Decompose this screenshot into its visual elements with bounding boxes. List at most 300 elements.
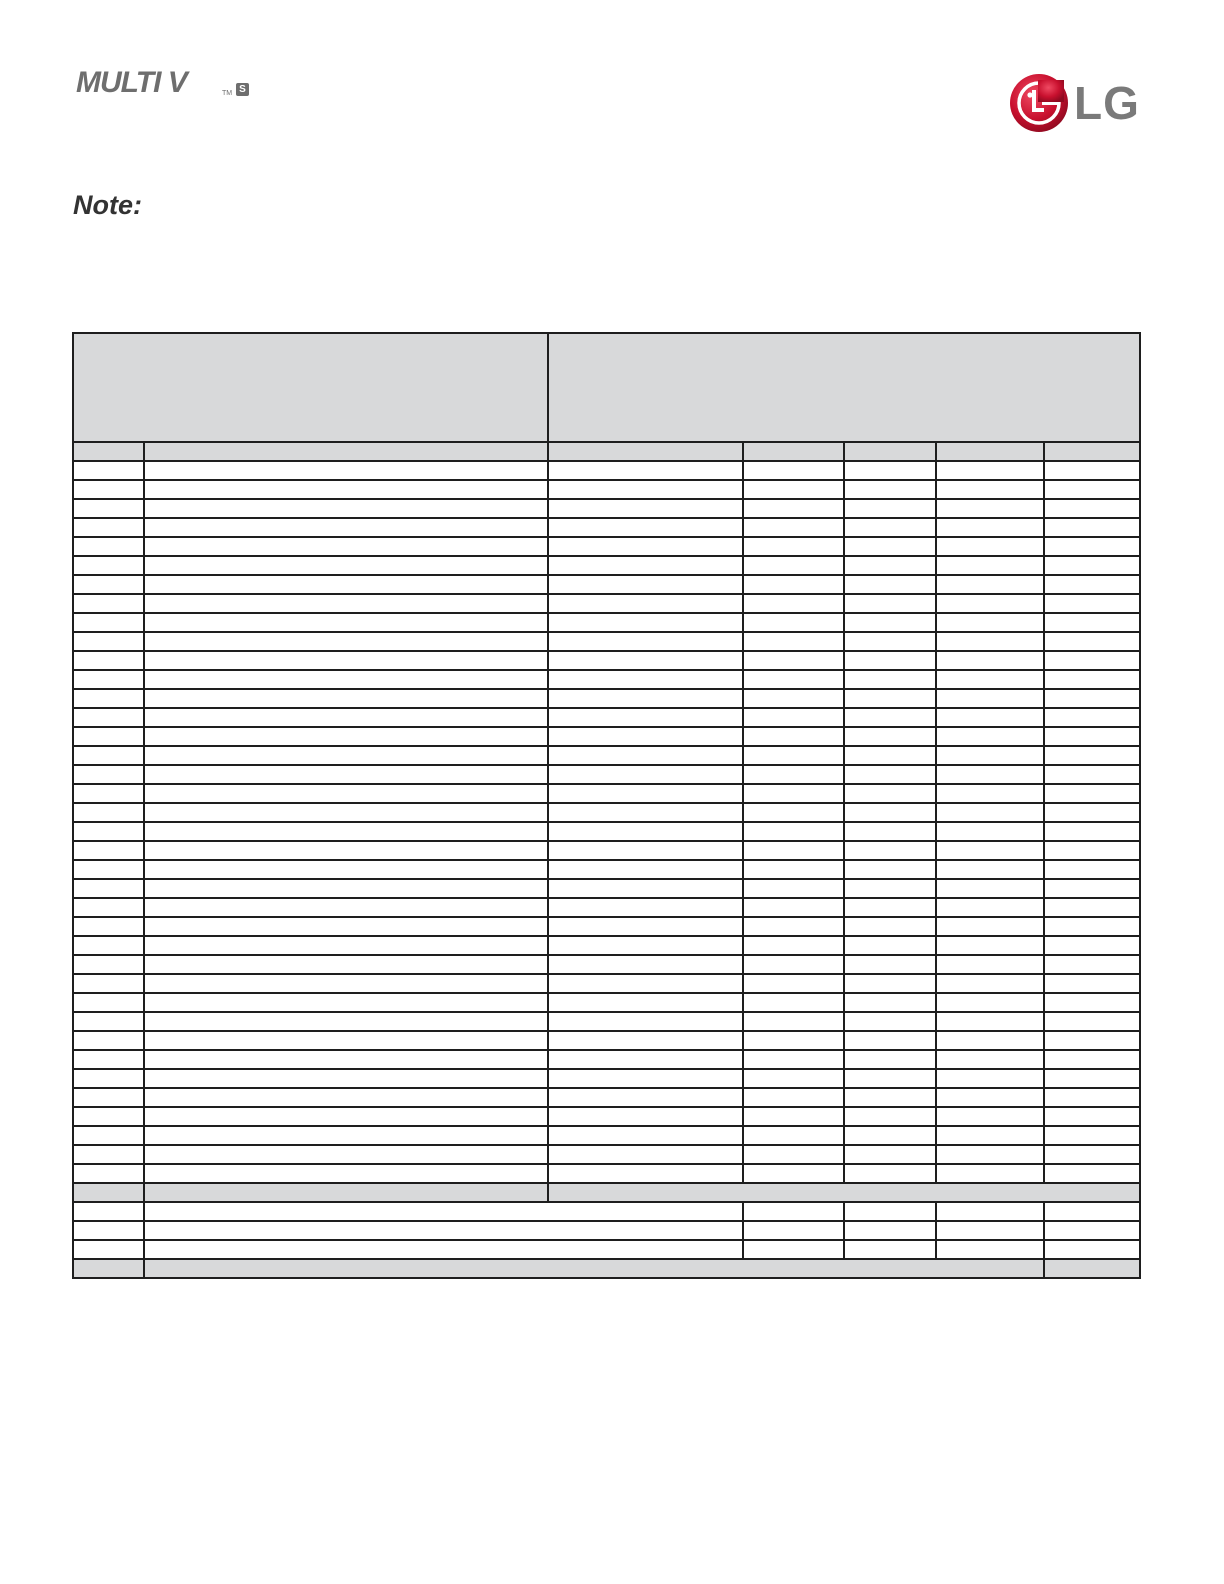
table-cell[interactable] <box>844 1221 936 1240</box>
table-cell[interactable] <box>1044 803 1140 822</box>
table-cell[interactable] <box>743 1050 844 1069</box>
table-cell[interactable] <box>936 537 1044 556</box>
table-cell[interactable] <box>936 689 1044 708</box>
table-cell[interactable] <box>844 480 936 499</box>
table-cell[interactable] <box>1044 556 1140 575</box>
table-cell[interactable] <box>844 784 936 803</box>
table-cell[interactable] <box>1044 632 1140 651</box>
table-cell[interactable] <box>73 461 144 480</box>
table-cell[interactable] <box>1044 1202 1140 1221</box>
table-cell[interactable] <box>144 1126 548 1145</box>
table-cell[interactable] <box>844 955 936 974</box>
table-cell[interactable] <box>1044 1088 1140 1107</box>
table-cell[interactable] <box>548 860 743 879</box>
table-cell[interactable] <box>1044 822 1140 841</box>
table-cell[interactable] <box>936 1164 1044 1183</box>
table-cell[interactable] <box>844 594 936 613</box>
table-cell[interactable] <box>743 1164 844 1183</box>
table-row <box>73 746 1140 765</box>
table-cell[interactable] <box>144 822 548 841</box>
table-cell[interactable] <box>1044 499 1140 518</box>
table-cell[interactable] <box>743 860 844 879</box>
table-cell[interactable] <box>743 746 844 765</box>
table-cell[interactable] <box>144 1221 743 1240</box>
table-cell[interactable] <box>144 936 548 955</box>
table-cell[interactable] <box>144 1088 548 1107</box>
table-cell[interactable] <box>1044 670 1140 689</box>
table-cell[interactable] <box>548 613 743 632</box>
table-cell[interactable] <box>73 689 144 708</box>
table-cell[interactable] <box>936 461 1044 480</box>
table-cell[interactable] <box>844 765 936 784</box>
table-cell[interactable] <box>936 879 1044 898</box>
table-cell[interactable] <box>548 1031 743 1050</box>
table-row <box>73 879 1140 898</box>
table-cell[interactable] <box>144 518 548 537</box>
table-cell[interactable] <box>1044 784 1140 803</box>
table-cell[interactable] <box>743 1107 844 1126</box>
table-cell[interactable] <box>844 689 936 708</box>
table-cell[interactable] <box>73 974 144 993</box>
table-cell[interactable] <box>936 1050 1044 1069</box>
table-cell[interactable] <box>844 1202 936 1221</box>
table-cell[interactable] <box>73 727 144 746</box>
table-cell[interactable] <box>73 1069 144 1088</box>
table-cell[interactable] <box>548 841 743 860</box>
table-cell[interactable] <box>144 803 548 822</box>
table-cell[interactable] <box>144 632 548 651</box>
table-cell[interactable] <box>73 632 144 651</box>
table-cell[interactable] <box>144 955 548 974</box>
table-cell[interactable] <box>743 936 844 955</box>
table-cell[interactable] <box>743 803 844 822</box>
table-cell[interactable] <box>144 575 548 594</box>
table-cell[interactable] <box>144 556 548 575</box>
table-cell[interactable] <box>844 993 936 1012</box>
table-cell[interactable] <box>844 879 936 898</box>
table-cell[interactable] <box>548 993 743 1012</box>
table-cell[interactable] <box>844 917 936 936</box>
table-cell[interactable] <box>743 898 844 917</box>
table-cell[interactable] <box>743 556 844 575</box>
table-cell[interactable] <box>144 898 548 917</box>
table-cell[interactable] <box>73 1088 144 1107</box>
table-cell[interactable] <box>743 1031 844 1050</box>
table-cell[interactable] <box>844 841 936 860</box>
table-cell[interactable] <box>743 955 844 974</box>
table-cell[interactable] <box>73 537 144 556</box>
table-cell[interactable] <box>936 499 1044 518</box>
table-cell[interactable] <box>548 917 743 936</box>
table-cell[interactable] <box>73 1259 144 1278</box>
table-cell[interactable] <box>743 670 844 689</box>
table-cell[interactable] <box>548 974 743 993</box>
table-cell[interactable] <box>936 632 1044 651</box>
table-cell[interactable] <box>548 708 743 727</box>
table-cell[interactable] <box>1044 955 1140 974</box>
table-cell[interactable] <box>548 1012 743 1031</box>
table-cell[interactable] <box>1044 1259 1140 1278</box>
table-cell[interactable] <box>73 822 144 841</box>
subtotal-row <box>73 1202 1140 1221</box>
table-cell[interactable] <box>144 651 548 670</box>
table-cell[interactable] <box>936 784 1044 803</box>
table-cell[interactable] <box>73 1145 144 1164</box>
table-cell[interactable] <box>844 632 936 651</box>
table-cell[interactable] <box>73 1031 144 1050</box>
table-cell[interactable] <box>743 1240 844 1259</box>
table-cell[interactable] <box>1044 518 1140 537</box>
table-cell[interactable] <box>1044 1221 1140 1240</box>
table-cell[interactable] <box>936 803 1044 822</box>
table-cell[interactable] <box>144 1031 548 1050</box>
table-cell[interactable] <box>1044 1012 1140 1031</box>
table-cell[interactable] <box>936 651 1044 670</box>
table-cell[interactable] <box>844 898 936 917</box>
table-cell[interactable] <box>936 765 1044 784</box>
table-cell[interactable] <box>936 860 1044 879</box>
table-cell[interactable] <box>1044 461 1140 480</box>
table-cell[interactable] <box>73 765 144 784</box>
table-cell[interactable] <box>844 613 936 632</box>
table-cell[interactable] <box>844 556 936 575</box>
table-cell[interactable] <box>73 708 144 727</box>
table-cell[interactable] <box>144 1107 548 1126</box>
table-cell[interactable] <box>1044 651 1140 670</box>
table-cell[interactable] <box>144 765 548 784</box>
table-cell[interactable] <box>844 575 936 594</box>
table-cell[interactable] <box>548 537 743 556</box>
table-cell[interactable] <box>743 765 844 784</box>
table-cell[interactable] <box>1044 860 1140 879</box>
table-cell[interactable] <box>936 898 1044 917</box>
lg-face-icon <box>1008 72 1070 134</box>
table-cell[interactable] <box>1044 841 1140 860</box>
table-cell[interactable] <box>936 746 1044 765</box>
table-row <box>73 784 1140 803</box>
table-cell[interactable] <box>73 955 144 974</box>
table-cell[interactable] <box>73 993 144 1012</box>
table-cell[interactable] <box>844 651 936 670</box>
table-cell[interactable] <box>548 955 743 974</box>
table-cell[interactable] <box>144 1164 548 1183</box>
table-cell[interactable] <box>1044 1126 1140 1145</box>
table-cell[interactable] <box>844 499 936 518</box>
table-cell[interactable] <box>73 1221 144 1240</box>
table-cell[interactable] <box>1044 898 1140 917</box>
table-cell[interactable] <box>73 841 144 860</box>
table-cell[interactable] <box>548 765 743 784</box>
table-cell[interactable] <box>844 822 936 841</box>
table-cell[interactable] <box>844 974 936 993</box>
table-cell[interactable] <box>844 708 936 727</box>
table-cell[interactable] <box>936 993 1044 1012</box>
table-cell[interactable] <box>144 746 548 765</box>
table-cell[interactable] <box>548 670 743 689</box>
table-cell[interactable] <box>144 1050 548 1069</box>
table-cell[interactable] <box>936 1069 1044 1088</box>
table-cell[interactable] <box>844 461 936 480</box>
table-cell[interactable] <box>936 556 1044 575</box>
table-cell[interactable] <box>1044 689 1140 708</box>
table-cell[interactable] <box>743 1069 844 1088</box>
table-cell[interactable] <box>743 480 844 499</box>
table-cell[interactable] <box>936 936 1044 955</box>
table-cell[interactable] <box>144 784 548 803</box>
table-cell[interactable] <box>743 1202 844 1221</box>
table-cell[interactable] <box>548 632 743 651</box>
table-cell[interactable] <box>936 955 1044 974</box>
table-cell[interactable] <box>936 518 1044 537</box>
table-cell[interactable] <box>743 499 844 518</box>
table-cell[interactable] <box>743 632 844 651</box>
table-cell[interactable] <box>743 689 844 708</box>
table-cell[interactable] <box>73 518 144 537</box>
table-cell[interactable] <box>844 670 936 689</box>
table-cell[interactable] <box>548 518 743 537</box>
table-cell[interactable] <box>936 594 1044 613</box>
table-cell[interactable] <box>844 746 936 765</box>
table-cell[interactable] <box>844 1107 936 1126</box>
table-cell[interactable] <box>144 537 548 556</box>
table-cell[interactable] <box>73 879 144 898</box>
table-cell[interactable] <box>936 974 1044 993</box>
table-cell[interactable] <box>936 822 1044 841</box>
table-cell[interactable] <box>144 1202 743 1221</box>
table-cell[interactable] <box>936 1012 1044 1031</box>
table-cell[interactable] <box>844 1145 936 1164</box>
table-cell[interactable] <box>844 1126 936 1145</box>
table-cell[interactable] <box>144 613 548 632</box>
table-cell[interactable] <box>1044 1031 1140 1050</box>
table-row <box>73 1031 1140 1050</box>
table-cell[interactable] <box>1044 1069 1140 1088</box>
table-cell[interactable] <box>844 803 936 822</box>
table-cell[interactable] <box>73 746 144 765</box>
table-cell[interactable] <box>936 670 1044 689</box>
table-cell[interactable] <box>144 1240 743 1259</box>
table-cell[interactable] <box>73 556 144 575</box>
table-cell[interactable] <box>548 651 743 670</box>
table-cell[interactable] <box>1044 1240 1140 1259</box>
table-cell[interactable] <box>743 651 844 670</box>
table-cell[interactable] <box>936 1107 1044 1126</box>
table-cell[interactable] <box>743 1145 844 1164</box>
table-cell[interactable] <box>144 594 548 613</box>
table-cell[interactable] <box>936 841 1044 860</box>
table-cell[interactable] <box>144 708 548 727</box>
table-cell[interactable] <box>73 1126 144 1145</box>
table-cell[interactable] <box>548 1069 743 1088</box>
table-cell[interactable] <box>548 746 743 765</box>
table-cell[interactable] <box>743 993 844 1012</box>
table-cell[interactable] <box>936 708 1044 727</box>
table-cell[interactable] <box>144 670 548 689</box>
table-cell[interactable] <box>1044 594 1140 613</box>
table-cell[interactable] <box>144 1012 548 1031</box>
table-cell[interactable] <box>1044 575 1140 594</box>
table-cell[interactable] <box>1044 917 1140 936</box>
table-cell[interactable] <box>144 860 548 879</box>
table-cell[interactable] <box>936 1221 1044 1240</box>
table-cell[interactable] <box>743 708 844 727</box>
table-cell[interactable] <box>743 822 844 841</box>
table-cell[interactable] <box>1044 613 1140 632</box>
table-cell[interactable] <box>1044 974 1140 993</box>
table-cell[interactable] <box>743 917 844 936</box>
table-cell[interactable] <box>1044 727 1140 746</box>
table-cell[interactable] <box>936 1145 1044 1164</box>
table-cell[interactable] <box>936 1088 1044 1107</box>
table-cell[interactable] <box>844 936 936 955</box>
table-cell[interactable] <box>548 1050 743 1069</box>
table-cell[interactable] <box>548 936 743 955</box>
table-cell[interactable] <box>1044 746 1140 765</box>
table-cell[interactable] <box>936 1240 1044 1259</box>
table-cell[interactable] <box>548 879 743 898</box>
table-cell[interactable] <box>548 1107 743 1126</box>
table-cell[interactable] <box>936 1202 1044 1221</box>
table-cell[interactable] <box>548 1126 743 1145</box>
table-cell[interactable] <box>73 803 144 822</box>
table-cell[interactable] <box>936 613 1044 632</box>
table-cell[interactable] <box>73 499 144 518</box>
table-cell[interactable] <box>844 1088 936 1107</box>
table-cell[interactable] <box>844 1050 936 1069</box>
header-cell-left <box>73 333 548 442</box>
table-cell[interactable] <box>144 1183 548 1202</box>
table-cell[interactable] <box>743 1012 844 1031</box>
table-cell[interactable] <box>144 917 548 936</box>
table-cell[interactable] <box>73 1107 144 1126</box>
table-cell[interactable] <box>936 917 1044 936</box>
table-cell[interactable] <box>73 936 144 955</box>
table-cell[interactable] <box>936 1126 1044 1145</box>
table-cell[interactable] <box>548 898 743 917</box>
table-cell[interactable] <box>144 499 548 518</box>
table-cell[interactable] <box>743 974 844 993</box>
table-cell[interactable] <box>844 518 936 537</box>
table-cell[interactable] <box>743 879 844 898</box>
table-cell[interactable] <box>1044 879 1140 898</box>
table-cell[interactable] <box>548 480 743 499</box>
table-cell[interactable] <box>1044 936 1140 955</box>
table-cell[interactable] <box>743 461 844 480</box>
table-cell[interactable] <box>548 575 743 594</box>
table-cell[interactable] <box>73 1012 144 1031</box>
table-cell[interactable] <box>844 860 936 879</box>
table-cell[interactable] <box>1044 708 1140 727</box>
table-cell[interactable] <box>144 974 548 993</box>
table-cell[interactable] <box>144 1145 548 1164</box>
header-cell-right <box>548 333 1140 442</box>
table-cell[interactable] <box>743 784 844 803</box>
table-cell[interactable] <box>73 1202 144 1221</box>
table-cell[interactable] <box>743 1126 844 1145</box>
table-cell[interactable] <box>1044 765 1140 784</box>
table-cell[interactable] <box>144 841 548 860</box>
table-cell[interactable] <box>73 480 144 499</box>
table-cell[interactable] <box>548 461 743 480</box>
table-cell[interactable] <box>936 1031 1044 1050</box>
table-cell[interactable] <box>844 537 936 556</box>
table-cell[interactable] <box>144 1069 548 1088</box>
table-cell[interactable] <box>844 1031 936 1050</box>
table-cell[interactable] <box>144 461 548 480</box>
table-cell[interactable] <box>144 993 548 1012</box>
table-cell[interactable] <box>743 594 844 613</box>
table-cell[interactable] <box>936 480 1044 499</box>
table-cell[interactable] <box>73 594 144 613</box>
table-cell[interactable] <box>548 689 743 708</box>
table-cell[interactable] <box>73 898 144 917</box>
table-cell[interactable] <box>548 594 743 613</box>
table-cell[interactable] <box>144 1259 1044 1278</box>
table-cell[interactable] <box>1044 1050 1140 1069</box>
table-cell[interactable] <box>743 518 844 537</box>
table-cell[interactable] <box>743 1221 844 1240</box>
table-cell[interactable] <box>73 1183 144 1202</box>
table-cell[interactable] <box>73 784 144 803</box>
section-divider-row <box>73 1183 1140 1202</box>
table-cell[interactable] <box>548 803 743 822</box>
table-cell[interactable] <box>743 727 844 746</box>
table-cell[interactable] <box>743 537 844 556</box>
table-cell[interactable] <box>1044 993 1140 1012</box>
table-cell[interactable] <box>743 575 844 594</box>
table-cell[interactable] <box>73 917 144 936</box>
table-cell[interactable] <box>548 822 743 841</box>
table-cell[interactable] <box>844 1164 936 1183</box>
table-cell[interactable] <box>548 556 743 575</box>
table-cell[interactable] <box>844 727 936 746</box>
table-cell[interactable] <box>144 480 548 499</box>
table-cell[interactable] <box>548 499 743 518</box>
table-cell[interactable] <box>844 1069 936 1088</box>
table-cell[interactable] <box>548 727 743 746</box>
table-cell[interactable] <box>548 1145 743 1164</box>
table-cell[interactable] <box>548 784 743 803</box>
table-cell[interactable] <box>1044 1145 1140 1164</box>
table-cell[interactable] <box>73 860 144 879</box>
table-cell[interactable] <box>73 575 144 594</box>
table-cell[interactable] <box>1044 537 1140 556</box>
table-cell[interactable] <box>144 879 548 898</box>
table-cell[interactable] <box>548 1183 1140 1202</box>
table-cell[interactable] <box>548 1164 743 1183</box>
table-cell[interactable] <box>936 575 1044 594</box>
table-cell[interactable] <box>548 1088 743 1107</box>
table-cell[interactable] <box>844 1012 936 1031</box>
table-cell[interactable] <box>73 1240 144 1259</box>
table-cell[interactable] <box>73 1164 144 1183</box>
table-cell[interactable] <box>1044 480 1140 499</box>
table-cell[interactable] <box>1044 1107 1140 1126</box>
table-cell[interactable] <box>1044 1164 1140 1183</box>
table-cell[interactable] <box>73 613 144 632</box>
table-cell[interactable] <box>936 727 1044 746</box>
table-cell[interactable] <box>844 1240 936 1259</box>
table-row <box>73 1107 1140 1126</box>
table-cell[interactable] <box>743 841 844 860</box>
table-cell[interactable] <box>73 651 144 670</box>
table-cell[interactable] <box>743 613 844 632</box>
table-cell[interactable] <box>73 670 144 689</box>
table-cell[interactable] <box>144 727 548 746</box>
table-cell[interactable] <box>144 689 548 708</box>
table-cell[interactable] <box>743 1088 844 1107</box>
table-cell[interactable] <box>73 1050 144 1069</box>
